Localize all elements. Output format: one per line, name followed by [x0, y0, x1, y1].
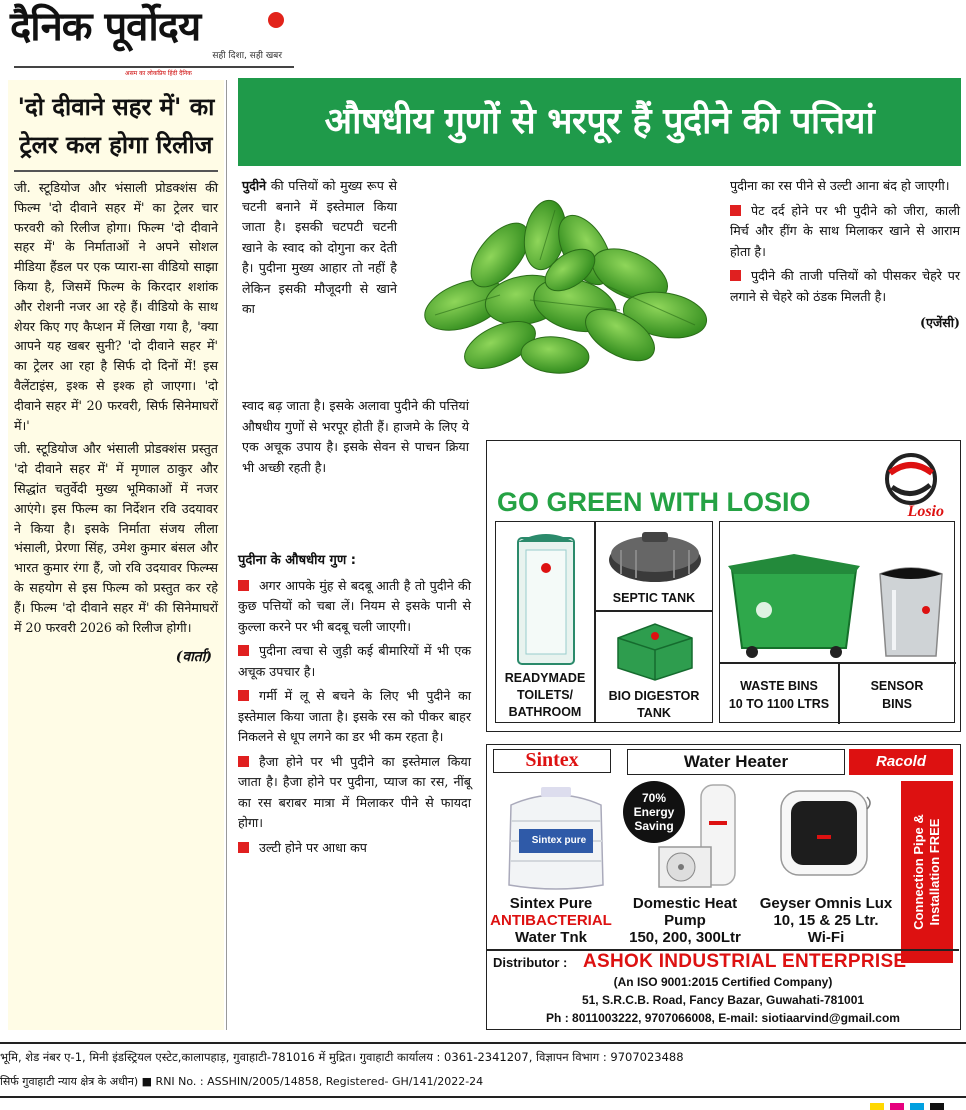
septic-tank-icon: [606, 528, 704, 588]
medicinal-properties-subhead: पुदीना के औषधीय गुण :: [238, 553, 356, 568]
left-story-para-2: जी. स्टूडियोज और भंसाली प्रोडक्शंस प्रस्तुत 'दो दीवाने सहर में' में मृणाल ठाकुर और सिद्धांत चतुर्वेदी मुख्य भूमिकाओं में नजर आएंगे। इस फिल्म का निर्देशन रवि उदयावर ने किया है। इसके निर्माता संजय लीला भंसाली, प्रेरणा सिंह, उमेश कुमार बंसल और भारत कुमार रंगा हैं, जो रवि उदयावर फिल्म्स के सहयोग से इस फिल्म को प्रस्तुत कर रहे हैं। फिल्म 'दो दीवाने सहर में' की सिनेमाघरों में 20 फरवरी 2026 को रिलीज होगी।: [14, 441, 218, 635]
red-square-bullet-icon: [238, 756, 249, 767]
losio-advertisement: [486, 440, 961, 732]
imprint-line-1: भूमि, शेड नंबर ए-1, मिनी इंडस्ट्रियल एस्टेट,कालापहाड़, गुवाहाटी-781016 में मुद्रित। गुवाहाटी कार्यालय : 0361-2341207, विज्ञापन विभाग : 9707023488: [0, 1050, 684, 1064]
list-item: पुदीना त्वचा से जुड़ी कई बीमारियों में भी एक अचूक उपचार है।: [238, 643, 471, 679]
registration-mark: [910, 1103, 924, 1110]
losio-ad-headline: GO GREEN WITH LOSIO: [497, 487, 811, 517]
distributor-name: ASHOK INDUSTRIAL ENTERPRISE: [583, 951, 907, 972]
bio-digestor-tank-product: BIO DIGESTOR TANK: [595, 611, 713, 723]
registration-mark: [890, 1103, 904, 1110]
registration-mark: [930, 1103, 944, 1110]
list-item: पेट दर्द होने पर भी पुदीने को जीरा, काली मिर्च और हींग के साथ मिलाकर खाने से आराम होता है।: [730, 202, 960, 259]
list-item: पुदीने की ताजी पत्तियों को पीसकर चेहरे पर लगाने से चेहरे को ठंडक मिलती है।: [730, 268, 960, 304]
left-story-headline: 'दो दीवाने सहर में' का ट्रेलर कल होगा रिलीज: [17, 93, 215, 159]
heat-pump-icon: [655, 781, 765, 891]
main-story-credit: (एजेंसी): [919, 315, 960, 330]
mint-leaves-image: [405, 195, 725, 385]
distributor-label: Distributor :: [493, 955, 568, 970]
red-square-bullet-icon: [730, 205, 741, 216]
energy-saving-badge: 70% Energy Saving: [623, 781, 685, 843]
main-story-column-b2: [238, 545, 471, 858]
heat-pump-product-label: Domestic Heat Pump 150, 200, 300Ltr: [629, 895, 741, 946]
racold-logo: Racold: [849, 749, 953, 775]
free-installation-banner: Connection Pipe & Installation FREE: [901, 781, 953, 963]
main-story-text-a: की पत्तियों को मुख्य रूप से चटनी बनाने में इस्तेमाल किया जाता है। इसकी चटपटी चटनी खाने के स्वाद को दोगुना कर देती है। पुदीना मुख्य आहार तो नहीं है लेकिन इसकी मौजूदगी से खाने का: [242, 178, 397, 316]
losio-brand-name: Losio: [907, 503, 944, 520]
main-story-column-c: [730, 176, 960, 334]
masthead-tagline: सही दिशा, सही खबर: [212, 51, 282, 61]
geyser-product-label: Geyser Omnis Lux 10, 15 & 25 Ltr. Wi-Fi: [759, 895, 893, 946]
list-item: उल्टी होने पर आधा कप: [238, 838, 471, 859]
distributor-address: 51, S.R.C.B. Road, Fancy Bazar, Guwahati-781001: [581, 993, 865, 1007]
left-story-credit: (वार्ता): [175, 649, 212, 666]
list-item: अगर आपके मुंह से बदबू आती है तो पुदीने की कुछ पत्तियों को चबा लें। नियम से इसके पानी से कुल्ला करने पर भी बदबू चली जाएगी।: [238, 577, 471, 634]
sintex-tank-label: Sintex pure: [531, 835, 587, 846]
lead-word: पुदीने: [242, 178, 267, 193]
divider: [720, 662, 956, 664]
red-square-bullet-icon: [238, 645, 249, 656]
sensor-bin-icon: [870, 560, 952, 660]
imprint-line-2: सिर्फ गुवाहाटी न्याय क्षेत्र के अधीन) ■ RNI No. : ASSHIN/2005/14858, Registered- GH/141/2022-24: [0, 1075, 484, 1088]
masthead-rule: [14, 66, 294, 68]
main-headline: औषधीय गुणों से भरपूर हैं पुदीने की पत्तियां: [238, 78, 961, 166]
main-story-column-b: [242, 396, 469, 478]
distributor-contact: Ph : 8011003222, 9707066008, E-mail: siotiaarvind@gmail.com: [546, 1011, 900, 1025]
readymade-toilet-product: READYMADE TOILETS/ BATHROOM: [495, 521, 595, 723]
red-square-bullet-icon: [238, 690, 249, 701]
left-story-para-1: जी. स्टूडियोज और भंसाली प्रोडक्शंस की फिल्म 'दो दीवाने सहर में' का ट्रेलर चार फरवरी को रिलीज होगा। फिल्म 'दो दीवाने सहर में' के निर्माताओं ने अपने सोशल मीडिया हैंडल पर एक प्यारा-सा वीडियो साझा किया है, जिसमें फिल्म के किरदार शशांक और रोशनी नजर आ रहे हैं। वीडियो के साथ शेयर किए गए कैप्शन में लिखा गया है, 'क्या आपने यह खबर सुनी? 'दो दीवाने सहर में' का ट्रेलर आ रहा है सिर्फ दो दिनों में! इस वैलेंटाइंस, इश्क से इश्क हो जाएगा। 'दो दीवाने सहर में' 20 फरवरी, सिर्फ सिनेमाघरों में।': [14, 180, 218, 433]
waste-bin-icon: [724, 552, 864, 662]
newspaper-logo: दैनिक पूर्वोदय: [10, 4, 201, 50]
sintex-brand: Sintex: [493, 749, 611, 773]
geyser-icon: [775, 783, 877, 883]
left-story: [8, 80, 224, 1030]
logo-dot-icon: [268, 12, 284, 28]
iso-certification: (An ISO 9001:2015 Certified Company): [613, 975, 833, 989]
main-story-text-c: पुदीना का रस पीने से उल्टी आना बंद हो जाएगी।: [730, 178, 950, 193]
red-square-bullet-icon: [730, 270, 741, 281]
bio-digestor-icon: [610, 618, 700, 684]
column-rule: [226, 80, 227, 1030]
main-story-text-b: स्वाद बढ़ जाता है। इसके अलावा पुदीने की पत्तियां औषधीय गुणों से भरपूर होती हैं। हाजमे के लिए ये एक अचूक उपाय है। इसके सेवन से पाचन क्रिया भी अच्छी रहती है।: [242, 398, 469, 475]
divider: [14, 170, 218, 172]
masthead: [10, 4, 290, 77]
septic-tank-product: SEPTIC TANK: [595, 521, 713, 611]
portable-toilet-icon: [514, 528, 578, 668]
main-story-column-a: [242, 176, 397, 320]
sintex-product-label: Sintex Pure ANTIBACTERIAL Water Tnk: [490, 895, 612, 946]
waste-bins-product: WASTE BINS 10 TO 1100 LTRS SENSOR BINS: [719, 521, 955, 723]
red-square-bullet-icon: [238, 842, 249, 853]
sintex-racold-advertisement: [486, 744, 961, 1030]
registration-mark: [870, 1103, 884, 1110]
list-item: हैजा होने पर भी पुदीने का इस्तेमाल किया जाता है। हैजा होने पर पुदीना, प्याज का रस, नींबू का रस बराबर मात्रा में मिलाकर पीने से फायदा होगा।: [238, 753, 471, 830]
imprint-footer: [0, 1042, 966, 1098]
water-heater-title: Water Heater: [627, 749, 845, 775]
masthead-subline: असम का लोकप्रिय हिंदी दैनिक: [125, 70, 192, 77]
red-square-bullet-icon: [238, 580, 249, 591]
list-item: गर्मी में लू से बचने के लिए भी पुदीने का इस्तेमाल किया जाता है। इसके रस को पीकर बाहर निकलने से धूप लगने का डर भी कम रहता है।: [238, 688, 471, 744]
